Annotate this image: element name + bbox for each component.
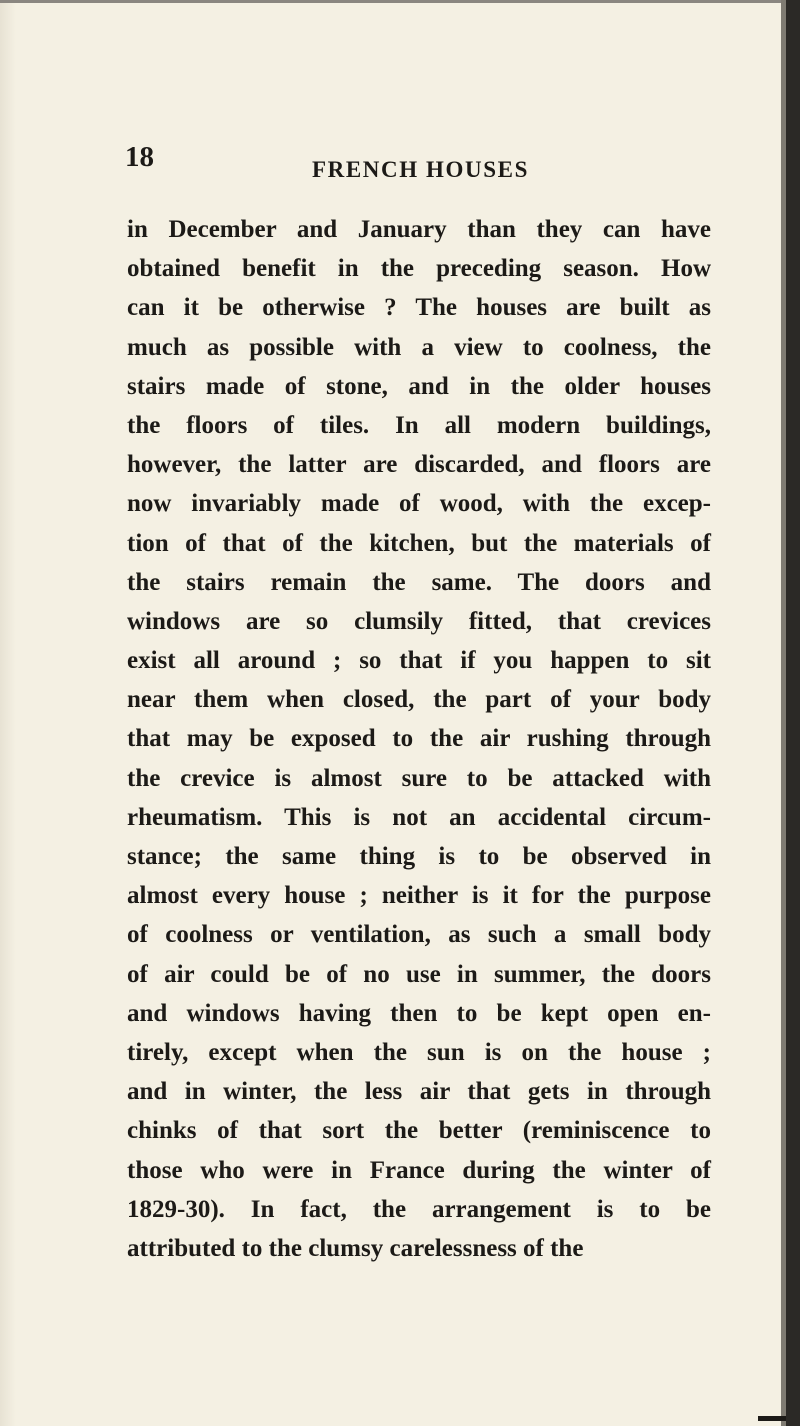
text-line: that may be exposed to the air rushing through <box>127 725 711 753</box>
text-line: the crevice is almost sure to be attacked with <box>127 764 711 792</box>
page-corner-mark <box>758 1416 786 1421</box>
text-line: windows are so clumsily fitted, that crevices <box>127 607 711 635</box>
text-line: and windows having then to be kept open en- <box>127 999 711 1027</box>
text-line: obtained benefit in the preceding season. How <box>127 255 711 283</box>
text-line: almost every house ; neither is it for the purpose <box>127 882 711 910</box>
text-line: however, the latter are discarded, and floors are <box>127 451 711 479</box>
text-line: chinks of that sort the better (reminiscence to <box>127 1117 711 1145</box>
body-text <box>127 210 711 1268</box>
text-line: near them when closed, the part of your body <box>127 686 711 714</box>
text-line: in December and January than they can have <box>127 216 711 243</box>
text-line: the floors of tiles. In all modern buildings, <box>127 411 711 439</box>
page-number: 18 <box>125 141 154 173</box>
text-line: can it be otherwise ? The houses are built as <box>127 294 711 322</box>
page-top-edge <box>0 0 786 3</box>
text-line: those who were in France during the winter of <box>127 1156 711 1184</box>
text-line: and in winter, the less air that gets in through <box>127 1078 711 1106</box>
text-line: 1829-30). In fact, the arrangement is to be <box>127 1195 711 1223</box>
text-line: of coolness or ventilation, as such a small body <box>127 921 711 949</box>
text-line: attributed to the clumsy carelessness of the <box>127 1234 584 1262</box>
text-line: rheumatism. This is not an accidental circum- <box>127 803 711 831</box>
text-line: tion of that of the kitchen, but the materials of <box>127 529 711 557</box>
page-right-edge <box>786 0 800 1426</box>
text-line: stance; the same thing is to be observed in <box>127 843 711 870</box>
text-line: of air could be of no use in summer, the doors <box>127 960 711 988</box>
running-head: FRENCH HOUSES <box>312 157 529 182</box>
text-line: now invariably made of wood, with the excep- <box>127 490 711 518</box>
page-gutter-shadow <box>0 0 16 1426</box>
text-line: tirely, except when the sun is on the house ; <box>127 1038 711 1066</box>
text-line: exist all around ; so that if you happen to sit <box>127 647 711 675</box>
text-line: much as possible with a view to coolness, the <box>127 333 711 361</box>
text-line: the stairs remain the same. The doors and <box>127 568 711 596</box>
text-line: stairs made of stone, and in the older houses <box>127 372 711 400</box>
